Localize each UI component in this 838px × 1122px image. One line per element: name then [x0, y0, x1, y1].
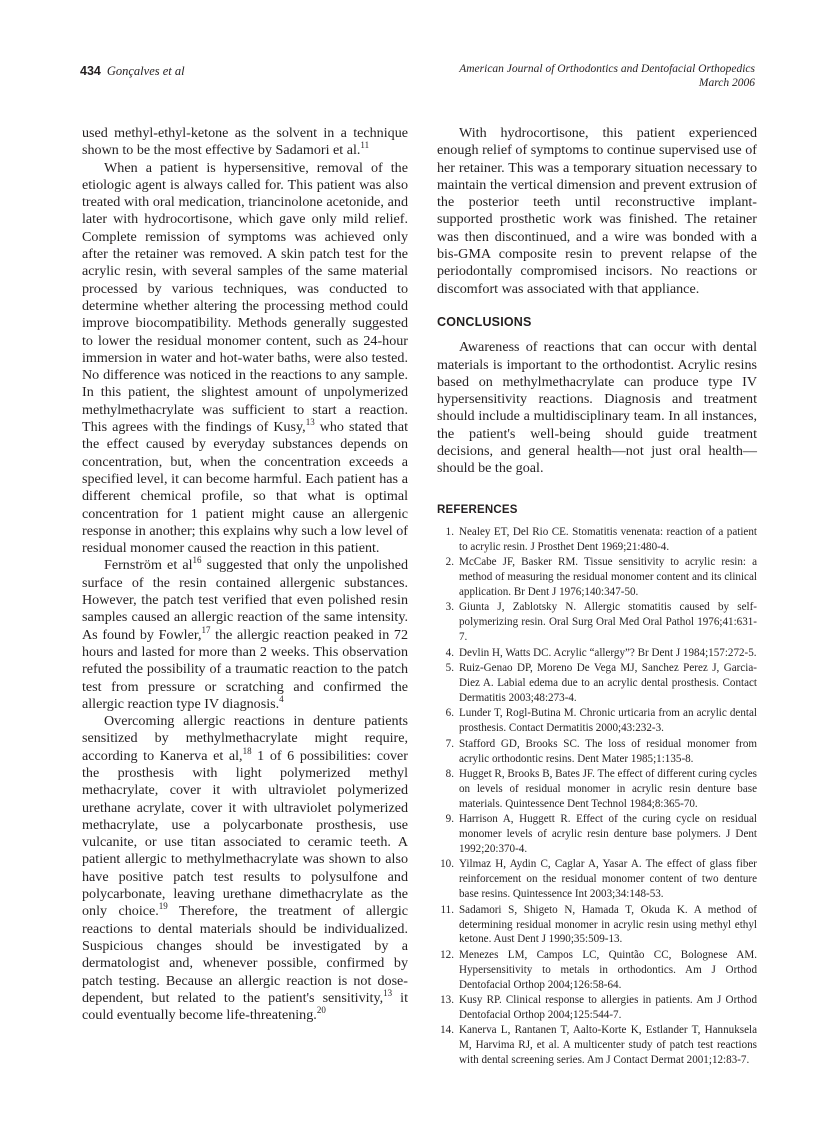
- journal-title: American Journal of Orthodontics and Dentofacial Orthopedics: [459, 63, 755, 75]
- citation: 13: [383, 987, 393, 998]
- reference-item: 8. Hugget R, Brooks B, Bates JF. The effect of different curing cycles on levels of residual monomer in acrylic resin denture base materials. Quintessence Dent Technol 1984;8:365-70.: [445, 767, 757, 810]
- reference-item: 7. Stafford GD, Brooks SC. The loss of residual monomer from acrylic orthodontic resins. Dent Mater 1985;1:135-8.: [445, 737, 757, 765]
- reference-item: 2. McCabe JF, Basker RM. Tissue sensitivity to acrylic resin: a method of measuring the residual monomer content and its clinical application. Br Dent J 1976;140:347-50.: [445, 556, 757, 599]
- reference-item: 9. Harrison A, Huggett R. Effect of the curing cycle on residual monomer levels of acrylic resin denture base polymers. J Dent 1992;20:370-4.: [445, 813, 757, 855]
- citation: 11: [360, 140, 370, 151]
- citation: 13: [305, 417, 315, 428]
- references-list: [437, 525, 757, 1068]
- paragraph: Fernström et $al^{16}$ suggested that only the unpolished surface of the resin contained allergenic substances. However, the patch test verified that even polished resin samples caused an allergic reaction of the same intensity. As found by Fowler,$^{17}$ the allergic reaction peaked in 72 hours and lasted for more than 2 weeks. This observation refuted the possibility of a traumatic reaction to the patch test from pressure or scratching and confirmed the allergic reaction type IV diagnosis.$^4$: [82, 555, 408, 712]
- citation: 18: [242, 745, 252, 756]
- reference-item: 4. Devlin H, Watts DC. Acrylic “allergy”? Br Dent J 1984;157:272-5.: [445, 646, 757, 659]
- running-header: [80, 62, 755, 102]
- journal-info: [459, 62, 755, 90]
- reference-item: 10. Yilmaz H, Aydin C, Caglar A, Yasar A. The effect of glass fiber reinforcement on the residual monomer content of two denture base resins. Quintessence Int 2003;34:148-53.: [440, 858, 757, 901]
- references-heading: REFERENCES: [437, 503, 518, 516]
- reference-item: 3. Giunta J, Zablotsky N. Allergic stomatitis caused by self-polymerizing resin. Oral Surg Oral Med Oral Pathol 1976;41:631-7.: [445, 601, 757, 644]
- citation: 17: [201, 624, 211, 635]
- citation: 19: [158, 901, 168, 912]
- page-number: 434: [80, 64, 101, 78]
- citation: 4: [279, 693, 284, 704]
- paragraph: used methyl-ethyl-ketone as the solvent in a technique shown to be the most effective by Sadamori et al.$^{11}$: [82, 125, 408, 159]
- conclusions-heading: CONCLUSIONS: [437, 314, 532, 329]
- citation: 20: [316, 1005, 326, 1016]
- reference-item: 1. Nealey ET, Del Rio CE. Stomatitis venenata: reaction of a patient to acrylic resin. J Prosthet Dent 1969;21:480-4.: [445, 525, 757, 553]
- issue-date: March 2006: [698, 77, 755, 89]
- paragraph: Overcoming allergic reactions in denture patients sensitized by methylmethacrylate might require, according to Kanerva et al,$^{18}$ 1 of 6 possibilities: cover the prosthesis with light polymerized methyl methacrylate, cover it with ultraviolet polymerized urethane acrylate, cover it with ultraviolet polymerized methacrylate, use a polycarbonate prosthesis, use vulcanite, or use titan associated to ceramic teeth. A patient allergic to methylmethacrylate was shown to also have positive patch test results to polysulfone and polycarbonate, leaving urethane dimethacrylate as the only choice.$^{19}$ Therefore, the treatment of allergic reactions to dental materials should be individualized. Suspicious changes should be investigated by a dermatologist and, whenever possible, confirmed by patch testing. Because an allergic reaction is not dose-dependent, but related to the patient's sensitivity,$^{13}$ it could eventually become life-threatening.$^{20}$: [82, 713, 408, 1024]
- citation: 16: [192, 555, 202, 566]
- reference-item: 6. Lunder T, Rogl-Butina M. Chronic urticaria from an acrylic dental prosthesis. Contact Dermatitis 2000;43:232-3.: [445, 707, 757, 735]
- right-column: [437, 125, 757, 1069]
- left-column: [82, 125, 408, 1024]
- running-author: Gonçalves et al: [106, 64, 185, 78]
- reference-item: 12. Menezes LM, Campos LC, Quintão CC, Bolognese AM. Hypersensitivity to metals in orthodontics. Am J Orthod Dentofacial Orthop 2004;126:58-64.: [440, 948, 757, 991]
- paragraph: When a patient is hypersensitive, removal of the etiologic agent is always called for. This patient was also treated with oral medication, triancinolone acetonide, and later with hydrocortisone, which gave only mild relief. Complete remission of symptoms was achieved only after the retainer was removed. A skin patch test for the acrylic resin, with several samples of the same material processed by various techniques, was conducted to determine whether altering the processing method could improve biocompatibility. Methods generally suggested to lower the residual monomer content, such as 24-hour immersion in water and hot-water baths, were also tested. No difference was noticed in the reactions to any sample. In this patient, the slightest amount of unpolymerized methylmethacrylate was sufficient to start a reaction. This agrees with the findings of Kusy,$^{13}$ who stated that the effect caused by everyday substances depends on concentration, but, when the concentration exceeds a specified level, it can become harmful. Each patient has a different chemical profile, so that what is optimal concentration for 1 patient might cause an allergenic response in another; this explains why such a low level of residual monomer caused the reaction in this patient.: [82, 159, 408, 557]
- paragraph: With hydrocortisone, this patient experienced enough relief of symptoms to continue supervised use of her retainer. This was a temporary situation necessary to maintain the vertical dimension and prevent extrusion of the posterior teeth until reconstructive implant-supported prosthetic work was finished. The retainer was then discontinued, and a wire was bonded with a bis-GMA composite resin to prevent relapse of the periodontally compromised incisors. No reactions or discomfort was associated with that appliance.: [437, 125, 757, 297]
- reference-item: 14. Kanerva L, Rantanen T, Aalto-Korte K, Estlander T, Hannuksela M, Harvima RJ, et al. A multicenter study of patch test reactions with dental screening series. Am J Contact Dermat 2001;12:83-7.: [440, 1024, 757, 1067]
- reference-item: 11. Sadamori S, Shigeto N, Hamada T, Okuda K. A method of determining residual monomer in acrylic resin using methyl ethyl ketone. Aust Dent J 1990;35:509-13.: [440, 903, 757, 946]
- reference-item: 5. Ruiz-Genao DP, Moreno De Vega MJ, Sanchez Perez J, Garcia-Diez A. Labial edema due to an acrylic dental prosthesis. Contact Dermatitis 2003;48:273-4.: [445, 662, 757, 704]
- reference-item: 13. Kusy RP. Clinical response to allergies in patients. Am J Orthod Dentofacial Orthop 2004;125:544-7.: [440, 994, 757, 1021]
- conclusions-paragraph: Awareness of reactions that can occur with dental materials is important to the orthodontist. Acrylic resins based on methylmethacrylate can produce type IV hypersensitivity reactions. Diagnosis and treatment should include a multidisciplinary team. In all instances, the patient's well-being should guide treatment decisions, and general health—not just oral health—should be the goal.: [437, 339, 757, 477]
